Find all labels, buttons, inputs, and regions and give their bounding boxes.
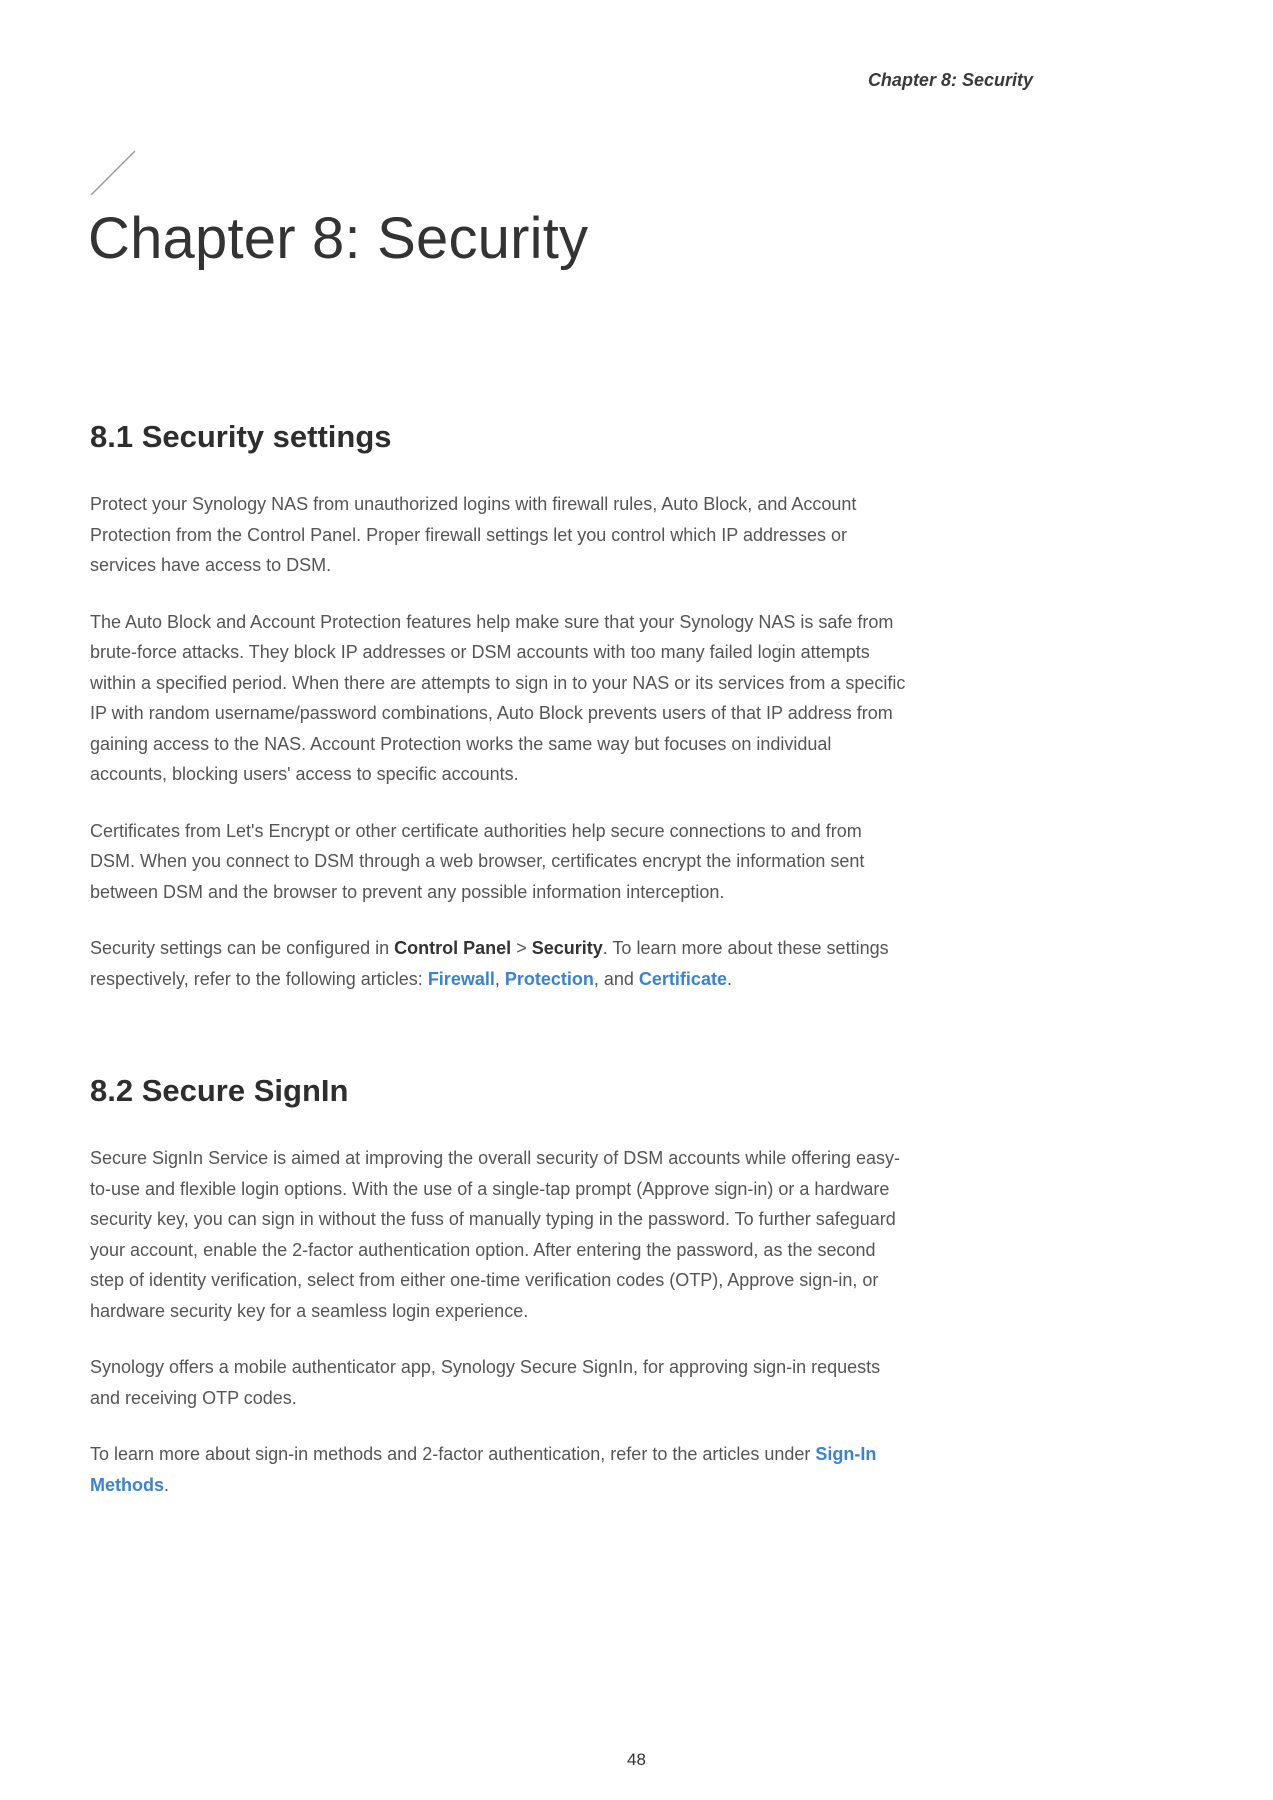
sign-in-methods-link[interactable]: Sign-In Methods — [90, 1444, 877, 1495]
paragraph-text: . To learn more about these settings respectively, refer to the following articles: — [90, 938, 889, 989]
paragraph-text: Security settings can be configured in — [90, 938, 395, 959]
section-heading-security-settings: 8.1 Security settings — [90, 419, 392, 454]
paragraph: Protect your Synology NAS from unauthorized logins with firewall rules, Auto Block, and Account Protection from the Control Panel. Proper firewall settings let you control which IP addresses or services have access to DSM. — [90, 494, 857, 576]
security-label: Security — [531, 938, 603, 959]
paragraph-text: , and — [593, 968, 639, 989]
paragraph: Synology offers a mobile authenticator app, Synology Secure SignIn, for approving sign-in requests and receiving OTP codes. — [90, 1357, 881, 1408]
certificate-link[interactable]: Certificate — [638, 968, 727, 989]
path-separator: > — [511, 938, 532, 959]
main-content — [90, 418, 910, 1526]
comma: , — [494, 968, 505, 989]
paragraph: Secure SignIn Service is aimed at improving the overall security of DSM accounts while offering easy-to-use and flexible login options. With the use of a single-tap prompt (Approve sign-in) or a hardware security key, you can sign in without the fuss of manually typing in the password. To further safeguard your account, enable the 2-factor authentication option. After entering the password, as the second step of identity verification, select from either one-time verification codes (OTP), Approve sign-in, or hardware security key for a seamless login experience. — [90, 1148, 901, 1321]
section-heading-secure-signin: 8.2 Secure SignIn — [90, 1073, 349, 1109]
period: . — [164, 1474, 170, 1495]
protection-link[interactable]: Protection — [504, 968, 594, 989]
running-header: Chapter 8: Security — [867, 70, 1033, 90]
paragraph-settings-location — [90, 933, 910, 994]
page-number: 48 — [627, 1750, 646, 1769]
control-panel-label: Control Panel — [394, 938, 512, 959]
period: . — [726, 968, 732, 989]
paragraph: The Auto Block and Account Protection features help make sure that your Synology NAS is safe from brute-force attacks. They block IP addresses or DSM accounts with too many failed login attempts within a specified period. When there are attempts to sign in to your NAS or its services from a specific IP with random username/password combinations, Auto Block prevents users of that IP address from gaining access to the NAS. Account Protection works the same way but focuses on individual accounts, blocking users' access to specific accounts. — [90, 611, 906, 785]
firewall-link[interactable]: Firewall — [427, 968, 495, 989]
section-spacer — [90, 1020, 910, 1072]
decorative-slash-icon — [90, 150, 136, 196]
chapter-title: Chapter 8: Security — [88, 206, 589, 271]
paragraph-signin-methods — [90, 1439, 910, 1500]
paragraph: Certificates from Let's Encrypt or other certificate authorities help secure connections to and from DSM. When you connect to DSM through a web browser, certificates encrypt the information sent between DSM and the browser to prevent any possible information interception. — [90, 820, 865, 902]
paragraph-text: To learn more about sign-in methods and 2-factor authentication, refer to the articles under — [90, 1444, 816, 1465]
